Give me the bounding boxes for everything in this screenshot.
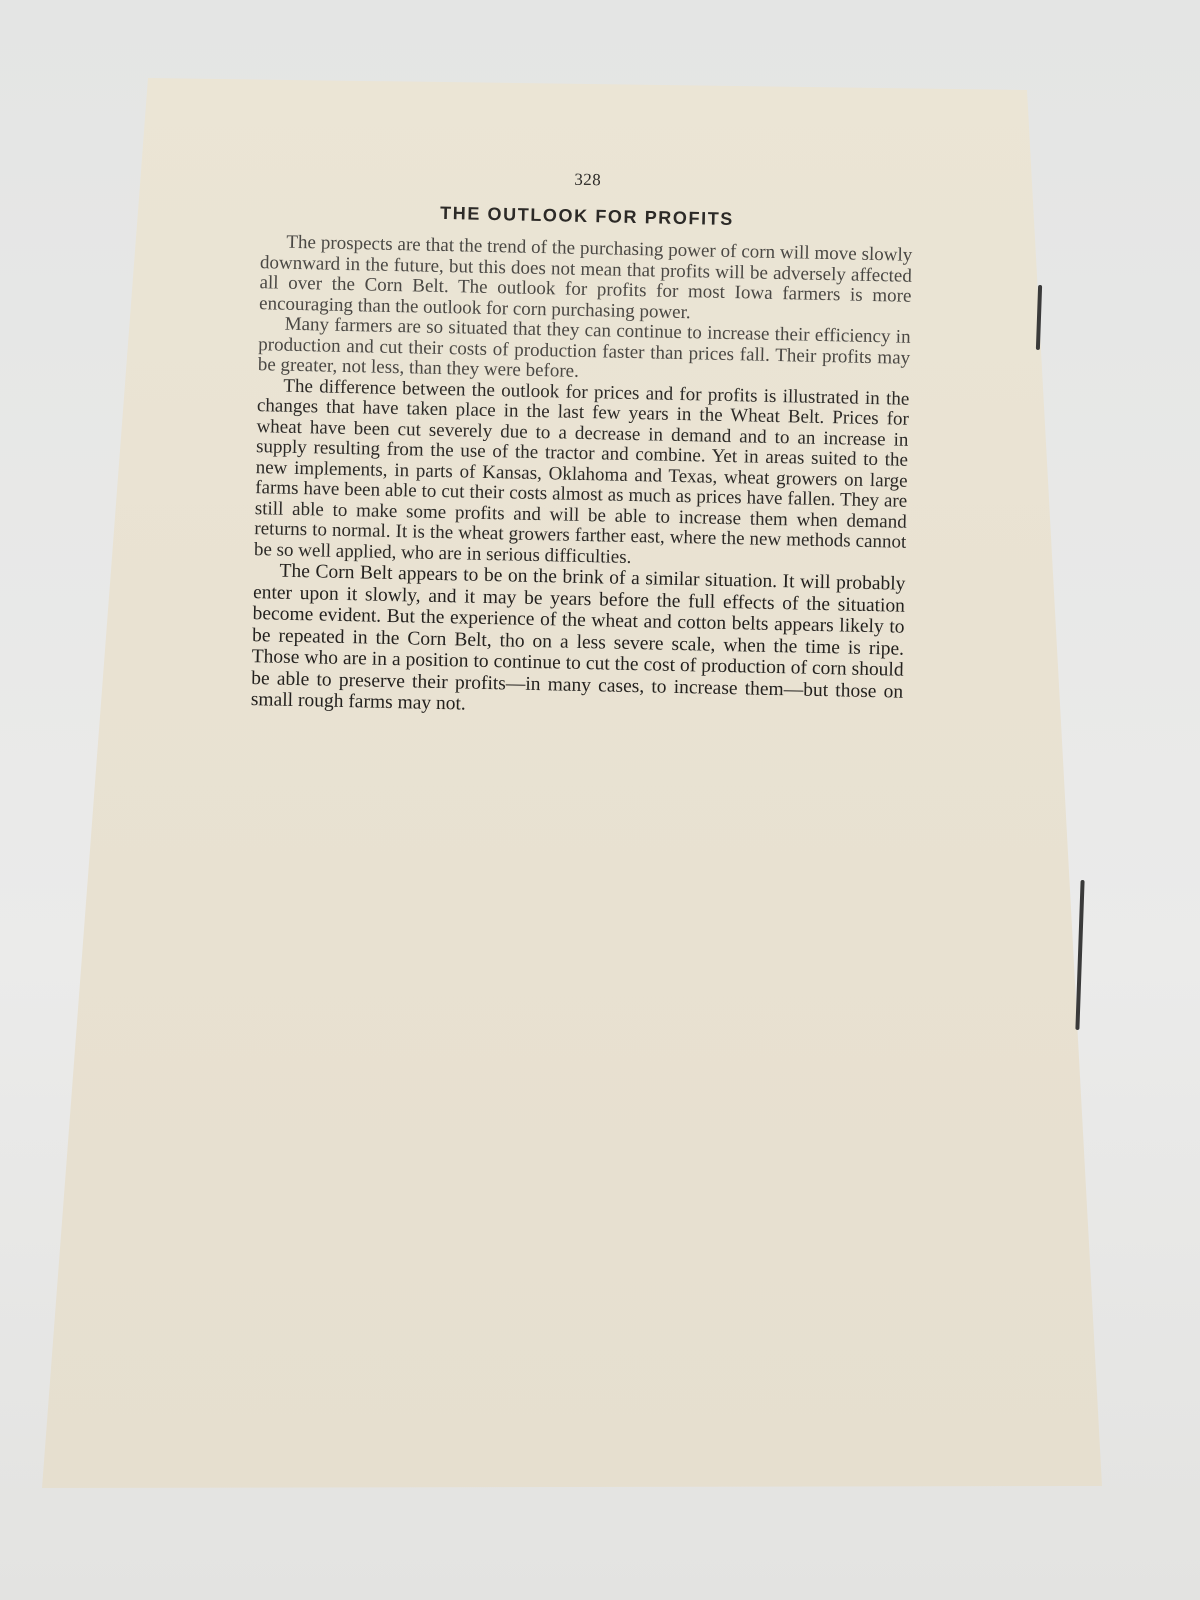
page-number: 328: [574, 169, 602, 190]
paragraph: The Corn Belt appears to be on the brink of a similar situation. It will probably enter upon it slowly, and it may be years before the full effects of the situation become evident. But the experience of the wheat and cotton belts appears likely to be repeated in the Corn Belt, tho on a less severe scale, when the time is ripe. Those who are in a position to continue to cut the cost of production of corn should be able to preserve their profits—in many cases, to increase them—but those on small rough farms may not.: [250, 560, 906, 715]
paragraph: The prospects are that the trend of the purchasing power of corn will move slowly downward in the future, but this does not mean that profits will be adversely affected all over the Corn Belt. The outlook for profits for most Iowa farmers is more encouraging than the outlook for corn purchasing power.: [258, 231, 913, 323]
paragraph: The difference between the outlook for prices and for profits is illustrated in the changes that have taken place in the last few years in the Wheat Belt. Prices for wheat have been cut severely due to a decrease in demand and to an increase in supply resulting from the use of the tractor and combine. Yet in areas suited to the new implements, in parts of Kansas, Oklahoma and Texas, wheat growers on large farms have been able to cut their costs almost as much as prices have fallen. They are still able to make some profits and will be able to increase them when demand returns to normal. It is the wheat growers farther east, where the new methods cannot be so well applied, who are in serious difficulties.: [253, 375, 910, 568]
paragraph: Many farmers are so situated that they can continue to increase their efficiency in production and cut their costs of production faster than prices fall. Their profits may be greater, not less, than they were before.: [257, 313, 911, 382]
section-title: THE OUTLOOK FOR PROFITS: [439, 202, 735, 230]
page-content: [251, 163, 914, 724]
